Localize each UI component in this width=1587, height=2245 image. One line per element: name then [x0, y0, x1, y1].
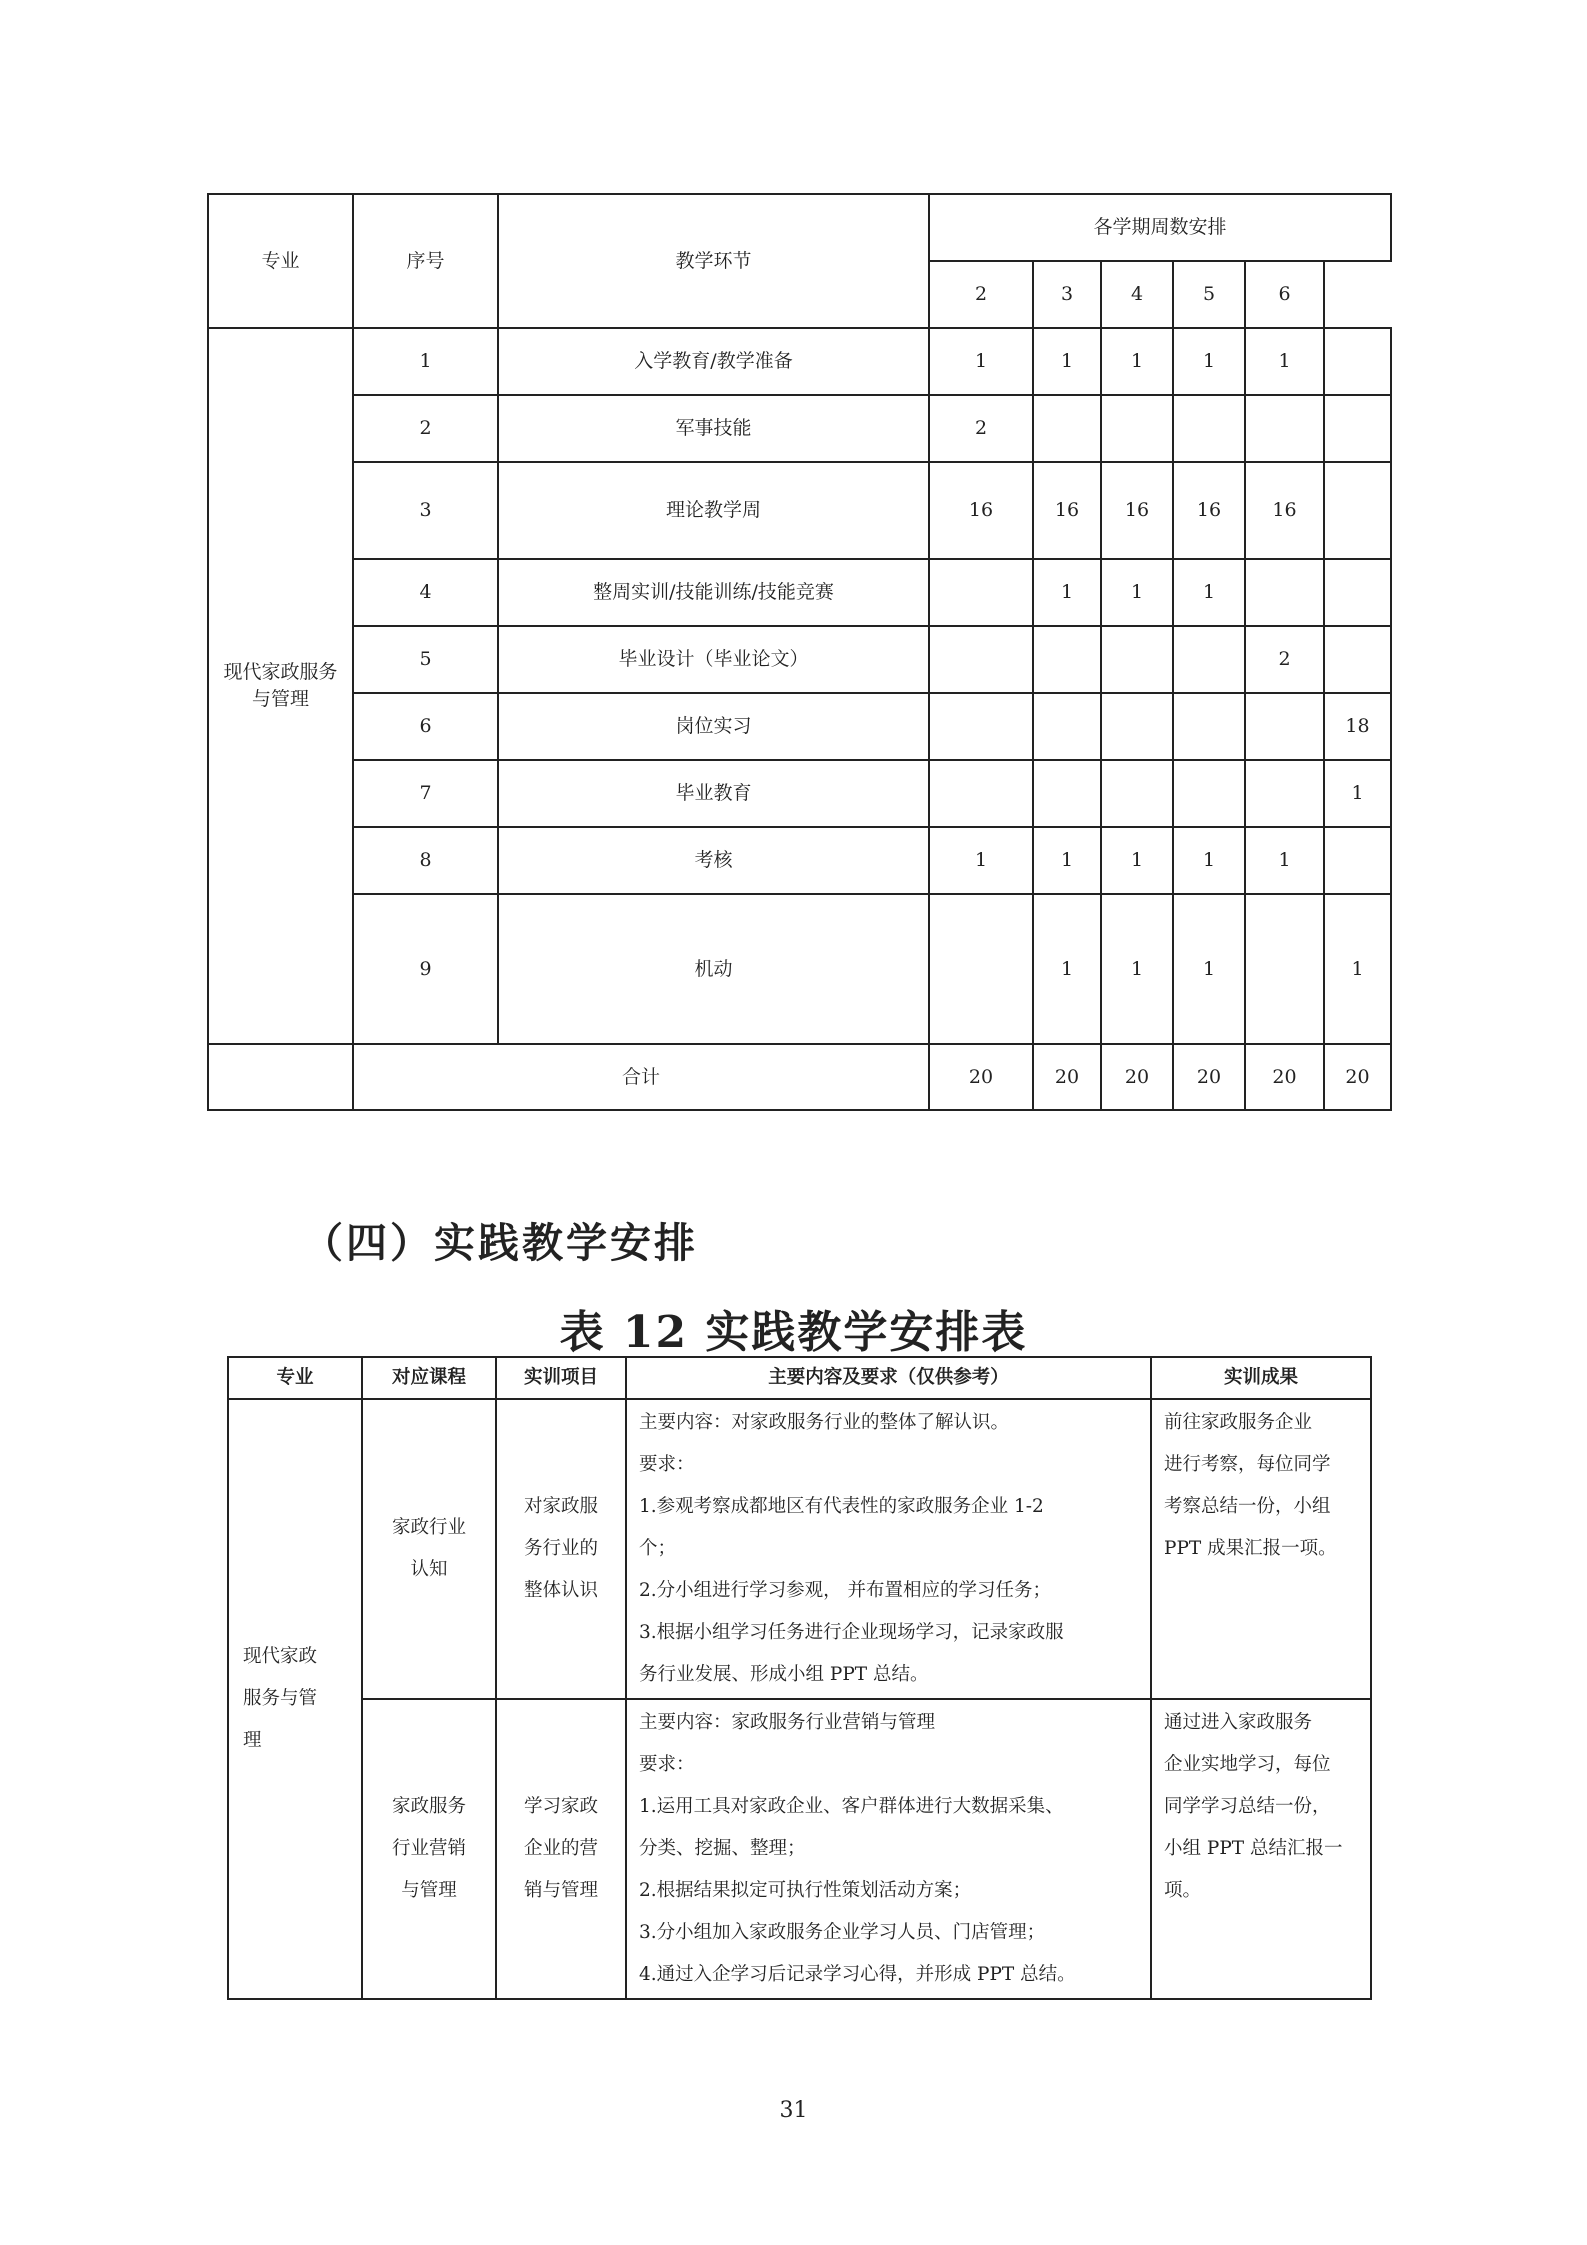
- week-cell: [929, 693, 1033, 760]
- header-semester: 2: [929, 261, 1033, 328]
- week-cell: [1173, 395, 1245, 462]
- text-line: 3.分小组加入家政服务企业学习人员、门店管理；: [639, 1922, 1046, 1943]
- week-cell: [1101, 395, 1173, 462]
- week-cell: 1: [1101, 559, 1173, 626]
- text-line: 分类、挖掘、整理；: [639, 1838, 806, 1859]
- week-cell: 1: [1033, 894, 1101, 1044]
- header-result: 实训成果: [1151, 1357, 1371, 1399]
- text-line: 企业的营: [523, 1838, 598, 1859]
- week-cell: 1: [929, 827, 1033, 894]
- text-line: 行业营销: [391, 1838, 466, 1859]
- total-cell: 20: [1101, 1044, 1173, 1110]
- index-cell: 7: [353, 760, 498, 827]
- week-cell: 1: [1101, 827, 1173, 894]
- segment-cell: 军事技能: [498, 395, 929, 462]
- total-label: 合计: [353, 1044, 929, 1110]
- table-row: [208, 328, 1391, 395]
- text-line: 要求：: [639, 1754, 695, 1775]
- index-cell: 3: [353, 462, 498, 559]
- text-line: 认知: [410, 1559, 448, 1580]
- week-cell: 16: [1173, 462, 1245, 559]
- week-cell: 1: [1324, 894, 1391, 1044]
- text-line: 企业实地学习，每位: [1164, 1754, 1331, 1775]
- project-cell: [496, 1699, 626, 1999]
- week-cell: [1033, 693, 1101, 760]
- text-line: PPT 成果汇报一项。: [1164, 1538, 1337, 1559]
- segment-cell: 理论教学周: [498, 462, 929, 559]
- week-cell: 16: [1245, 462, 1324, 559]
- week-cell: [1173, 693, 1245, 760]
- segment-cell: 机动: [498, 894, 929, 1044]
- week-cell: [1173, 760, 1245, 827]
- week-cell: [1324, 462, 1391, 559]
- header-segment: 教学环节: [498, 194, 929, 328]
- text-line: 主要内容：家政服务行业营销与管理: [639, 1712, 936, 1733]
- week-cell: 2: [1245, 626, 1324, 693]
- text-line: 2.根据结果拟定可执行性策划活动方案；: [639, 1880, 972, 1901]
- index-cell: 2: [353, 395, 498, 462]
- index-cell: 6: [353, 693, 498, 760]
- week-cell: [1173, 626, 1245, 693]
- table-row: [208, 827, 1391, 894]
- week-cell: 1: [1033, 827, 1101, 894]
- text-line: 服务与管: [243, 1688, 318, 1709]
- week-cell: [929, 626, 1033, 693]
- header-semester: 3: [1033, 261, 1101, 328]
- total-cell: 20: [929, 1044, 1033, 1110]
- week-cell: [1033, 760, 1101, 827]
- segment-cell: 毕业教育: [498, 760, 929, 827]
- week-cell: 1: [1245, 827, 1324, 894]
- content-cell: [626, 1699, 1151, 1999]
- text-line: 进行考察，每位同学: [1164, 1454, 1331, 1475]
- result-cell: [1151, 1699, 1371, 1999]
- total-cell: 20: [1245, 1044, 1324, 1110]
- header-content: 主要内容及要求（仅供参考）: [626, 1357, 1151, 1399]
- index-cell: 8: [353, 827, 498, 894]
- week-cell: 1: [1101, 894, 1173, 1044]
- segment-cell: 毕业设计（毕业论文）: [498, 626, 929, 693]
- course-cell: [362, 1399, 496, 1699]
- week-cell: 1: [1173, 894, 1245, 1044]
- text-line: 3.根据小组学习任务进行企业现场学习，记录家政服: [639, 1622, 1064, 1643]
- text-line: 学习家政: [523, 1796, 598, 1817]
- week-cell: [1245, 894, 1324, 1044]
- week-cell: 1: [1173, 559, 1245, 626]
- week-cell: 1: [1101, 328, 1173, 395]
- text-line: 理: [243, 1730, 262, 1751]
- week-cell: 16: [1033, 462, 1101, 559]
- header-semester: 6: [1245, 261, 1324, 328]
- text-line: 对家政服: [523, 1496, 598, 1517]
- week-cell: [929, 559, 1033, 626]
- week-cell: [1324, 328, 1391, 395]
- week-cell: [1324, 626, 1391, 693]
- table-row: [208, 693, 1391, 760]
- header-major: 专业: [208, 194, 353, 328]
- text-line: 家政行业: [391, 1517, 466, 1538]
- week-cell: [1101, 693, 1173, 760]
- table-caption: 表 12 实践教学安排表: [559, 1307, 1028, 1358]
- text-line: 1.参观考察成都地区有代表性的家政服务企业 1-2: [639, 1496, 1044, 1517]
- segment-cell: 入学教育/教学准备: [498, 328, 929, 395]
- table-row: [208, 462, 1391, 559]
- week-cell: 16: [1101, 462, 1173, 559]
- text-line: 2.分小组进行学习参观， 并布置相应的学习任务；: [639, 1580, 1052, 1601]
- table-row: [208, 894, 1391, 1044]
- text-line: 前往家政服务企业: [1164, 1412, 1313, 1433]
- major-cell: 现代家政服务与管理: [208, 328, 353, 1044]
- content-cell: [626, 1399, 1151, 1699]
- section-heading: （四）实践教学安排: [302, 1219, 698, 1267]
- text-line: 要求：: [639, 1454, 695, 1475]
- text-line: 考察总结一份，小组: [1164, 1496, 1331, 1517]
- result-cell: [1151, 1399, 1371, 1699]
- week-cell: [1033, 626, 1101, 693]
- header-semesters-title: 各学期周数安排: [929, 194, 1391, 261]
- index-cell: 1: [353, 328, 498, 395]
- header-semester: 4: [1101, 261, 1173, 328]
- week-cell: 2: [929, 395, 1033, 462]
- text-line: 主要内容：对家政服务行业的整体了解认识。: [639, 1412, 1010, 1433]
- week-cell: [1245, 760, 1324, 827]
- text-line: 同学学习总结一份，: [1164, 1796, 1331, 1817]
- week-cell: [1033, 395, 1101, 462]
- index-cell: 5: [353, 626, 498, 693]
- week-cell: 1: [1173, 328, 1245, 395]
- index-cell: 9: [353, 894, 498, 1044]
- text-line: 个；: [639, 1538, 677, 1559]
- header-project: 实训项目: [496, 1357, 626, 1399]
- index-cell: 4: [353, 559, 498, 626]
- week-cell: 1: [1173, 827, 1245, 894]
- total-cell: 20: [1173, 1044, 1245, 1110]
- text-line: 现代家政: [243, 1646, 318, 1667]
- week-cell: 1: [1324, 760, 1391, 827]
- total-cell: 20: [1033, 1044, 1101, 1110]
- text-line: 务行业发展、形成小组 PPT 总结。: [639, 1664, 929, 1685]
- text-line: 通过进入家政服务: [1164, 1712, 1313, 1733]
- practice-teaching-table: [227, 1356, 1372, 2000]
- segment-cell: 整周实训/技能训练/技能竞赛: [498, 559, 929, 626]
- text-line: 项。: [1164, 1880, 1202, 1901]
- course-cell: [362, 1699, 496, 1999]
- week-cell: [929, 760, 1033, 827]
- week-cell: 1: [929, 328, 1033, 395]
- header-semester: 5: [1173, 261, 1245, 328]
- week-cell: 1: [1245, 328, 1324, 395]
- header-major: 专业: [228, 1357, 362, 1399]
- text-line: 整体认识: [523, 1580, 598, 1601]
- table-row: [208, 760, 1391, 827]
- table-row: [208, 395, 1391, 462]
- week-cell: 1: [1033, 328, 1101, 395]
- text-line: 与管理: [401, 1880, 457, 1901]
- table-row: [208, 559, 1391, 626]
- week-cell: 16: [929, 462, 1033, 559]
- text-line: 销与管理: [523, 1880, 598, 1901]
- segment-cell: 岗位实习: [498, 693, 929, 760]
- week-cell: [1101, 626, 1173, 693]
- week-cell: 18: [1324, 693, 1391, 760]
- week-cell: [1245, 395, 1324, 462]
- week-cell: [1324, 395, 1391, 462]
- week-cell: 1: [1033, 559, 1101, 626]
- week-cell: [1324, 559, 1391, 626]
- text-line: 家政服务: [391, 1796, 466, 1817]
- header-index: 序号: [353, 194, 498, 328]
- project-cell: [496, 1399, 626, 1699]
- week-cell: [1324, 827, 1391, 894]
- week-cell: [1101, 760, 1173, 827]
- table-row: [208, 626, 1391, 693]
- week-cell: [929, 894, 1033, 1044]
- text-line: 务行业的: [523, 1538, 598, 1559]
- major-cell: [228, 1399, 362, 1999]
- header-course: 对应课程: [362, 1357, 496, 1399]
- text-line: 小组 PPT 总结汇报一: [1164, 1838, 1343, 1859]
- text-line: 1.运用工具对家政企业、客户群体进行大数据采集、: [639, 1796, 1064, 1817]
- segment-cell: 考核: [498, 827, 929, 894]
- total-cell: 20: [1324, 1044, 1391, 1110]
- week-cell: [1245, 559, 1324, 626]
- week-cell: [1245, 693, 1324, 760]
- page-number: 31: [779, 2098, 808, 2123]
- semester-weeks-table: [207, 193, 1392, 1111]
- text-line: 4.通过入企学习后记录学习心得，并形成 PPT 总结。: [639, 1964, 1076, 1985]
